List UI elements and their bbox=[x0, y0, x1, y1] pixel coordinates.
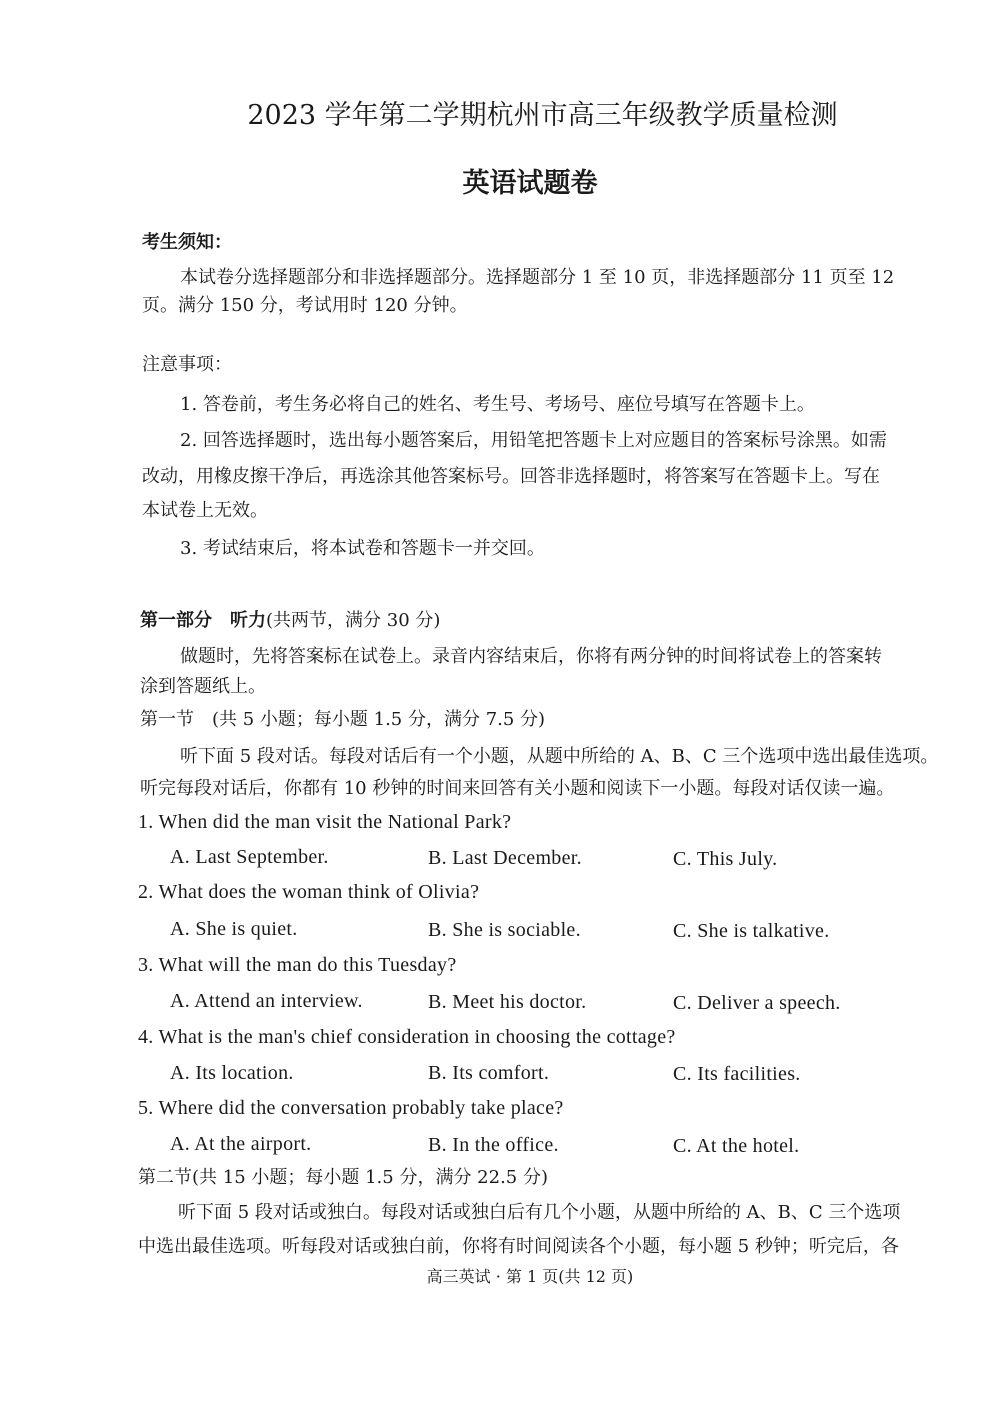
option-b: B. Last December. bbox=[428, 847, 582, 869]
option-c: C. Its facilities. bbox=[673, 1063, 801, 1085]
exam-subtitle: 英语试题卷 bbox=[462, 168, 598, 199]
question: 3. What will the man do this Tuesday? bbox=[138, 954, 457, 976]
option-c: C. This July. bbox=[673, 848, 778, 870]
section2-line: 听下面 5 段对话或独白。每段对话或独白后有几个小题，从题中所给的 A、B、C 三个选项 bbox=[178, 1202, 901, 1223]
section2-heading: 第二节(共 15 小题；每小题 1.5 分，满分 22.5 分) bbox=[138, 1167, 548, 1188]
part1-heading-rest: (共两节，满分 30 分) bbox=[266, 610, 441, 631]
section2-line: 中选出最佳选项。听每段对话或独白前，你将有时间阅读各个小题，每小题 5 秒钟；听完后，各 bbox=[138, 1236, 899, 1257]
option-b: B. Meet his doctor. bbox=[428, 991, 587, 1013]
notice-line: 本试卷分选择题部分和非选择题部分。选择题部分 1 至 10 页，非选择题部分 11 页至 12 bbox=[180, 267, 895, 288]
section1-heading: 第一节 (共 5 小题；每小题 1.5 分，满分 7.5 分) bbox=[140, 709, 546, 730]
option-b: B. She is sociable. bbox=[428, 919, 581, 941]
part1-heading-bold: 第一部分 听力 bbox=[140, 610, 266, 631]
caution-line: 本试卷上无效。 bbox=[142, 500, 268, 521]
option-a: A. Attend an interview. bbox=[170, 990, 363, 1012]
part1-line: 涂到答题纸上。 bbox=[140, 676, 266, 697]
section1-line: 听完每段对话后，你都有 10 秒钟的时间来回答有关小题和阅读下一小题。每段对话仅读一遍。 bbox=[140, 778, 895, 799]
option-a: A. At the airport. bbox=[170, 1133, 312, 1155]
part1-line: 做题时，先将答案标在试卷上。录音内容结束后，你将有两分钟的时间将试卷上的答案转 bbox=[180, 646, 882, 667]
option-c: C. At the hotel. bbox=[673, 1135, 800, 1157]
option-a: A. Last September. bbox=[170, 846, 329, 868]
question: 1. When did the man visit the National Park? bbox=[138, 811, 512, 833]
notice-line: 页。满分 150 分，考试用时 120 分钟。 bbox=[142, 295, 468, 316]
caution-line: 2. 回答选择题时，选出每小题答案后，用铅笔把答题卡上对应题目的答案标号涂黑。如需 bbox=[180, 430, 887, 451]
option-c: C. She is talkative. bbox=[673, 920, 830, 942]
option-a: A. Its location. bbox=[170, 1062, 294, 1084]
option-a: A. She is quiet. bbox=[170, 918, 298, 940]
option-b: B. Its comfort. bbox=[428, 1062, 550, 1084]
cautions-heading: 注意事项： bbox=[142, 354, 232, 375]
notice-heading: 考生须知： bbox=[142, 232, 232, 253]
page-footer: 高三英试 · 第 1 页(共 12 页) bbox=[426, 1267, 634, 1286]
section1-line: 听下面 5 段对话。每段对话后有一个小题，从题中所给的 A、B、C 三个选项中选出最佳选项。 bbox=[180, 746, 939, 767]
caution-line: 1. 答卷前，考生务必将自己的姓名、考生号、考场号、座位号填写在答题卡上。 bbox=[180, 394, 815, 415]
question: 2. What does the woman think of Olivia? bbox=[138, 881, 480, 903]
option-c: C. Deliver a speech. bbox=[673, 992, 841, 1014]
question: 4. What is the man's chief consideration in choosing the cottage? bbox=[138, 1026, 676, 1048]
question: 5. Where did the conversation probably take place? bbox=[138, 1097, 564, 1119]
caution-line: 改动，用橡皮擦干净后，再选涂其他答案标号。回答非选择题时，将答案写在答题卡上。写在 bbox=[142, 466, 880, 487]
part1-heading bbox=[140, 609, 440, 633]
option-b: B. In the office. bbox=[428, 1134, 559, 1156]
exam-title: 2023 学年第二学期杭州市高三年级教学质量检测 bbox=[247, 100, 838, 131]
caution-line: 3. 考试结束后，将本试卷和答题卡一并交回。 bbox=[180, 538, 545, 559]
